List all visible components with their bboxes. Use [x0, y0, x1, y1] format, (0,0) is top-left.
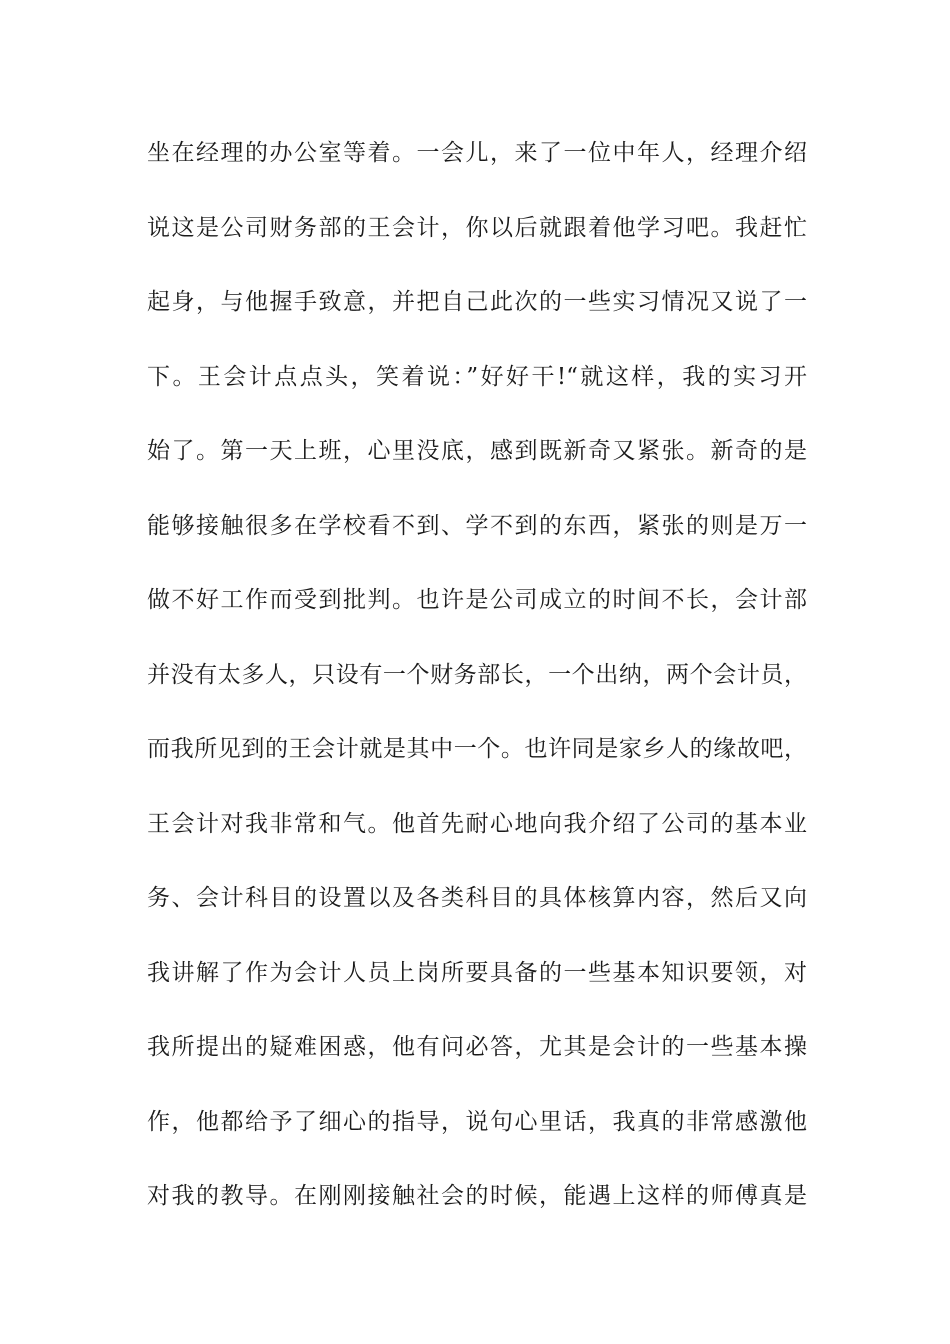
text-line: 坐在经理的办公室等着。一会儿，来了一位中年人，经理介绍 [147, 140, 807, 166]
text-line: 说这是公司财务部的王会计，你以后就跟着他学习吧。我赶忙 [147, 214, 807, 241]
text-line: 务、会计科目的设置以及各类科目的具体核算内容，然后又向 [147, 885, 807, 911]
text-line: 作，他都给予了细心的指导，说句心里话，我真的非常感激他 [147, 1108, 807, 1135]
text-line: 我讲解了作为会计人员上岗所要具备的一些基本知识要领，对 [147, 959, 807, 986]
text-line: 始了。第一天上班，心里没底，感到既新奇又紧张。新奇的是 [147, 438, 807, 464]
text-line: 做不好工作而受到批判。也许是公司成立的时间不长，会计部 [147, 587, 807, 613]
text-line: 并没有太多人，只设有一个财务部长，一个出纳，两个会计员， [147, 661, 807, 688]
text-line: 起身，与他握手致意，并把自己此次的一些实习情况又说了一 [147, 289, 807, 315]
body-text [147, 130, 807, 1248]
text-line: 而我所见到的王会计就是其中一个。也许同是家乡人的缘故吧， [147, 736, 807, 762]
text-line: 能够接触很多在学校看不到、学不到的东西，紧张的则是万一 [147, 512, 807, 539]
text-line: 对我的教导。在刚刚接触社会的时候，能遇上这样的师傅真是 [147, 1183, 807, 1209]
text-line: 下。王会计点点头，笑着说：”好好干!“就这样，我的实习开 [147, 363, 807, 390]
text-line: 我所提出的疑难困惑，他有问必答，尤其是会计的一些基本操 [147, 1034, 807, 1060]
text-line: 王会计对我非常和气。他首先耐心地向我介绍了公司的基本业 [147, 810, 807, 837]
